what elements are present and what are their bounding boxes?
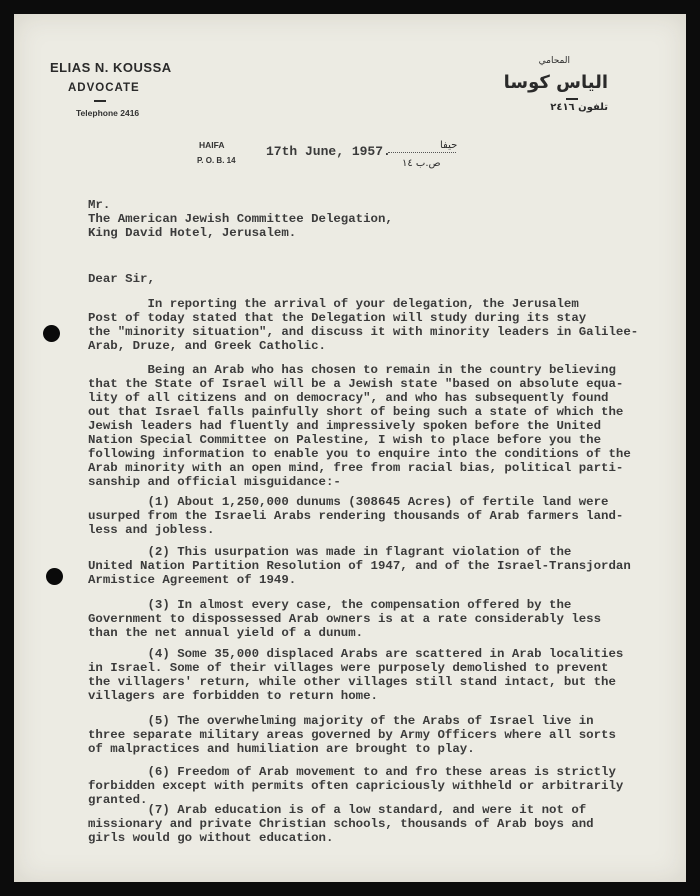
salutation: Dear Sir, <box>88 272 155 286</box>
letter-date: 17th June, 1957. <box>266 144 391 159</box>
letterhead-arabic-divider <box>566 98 578 100</box>
paragraph-context: Being an Arab who has chosen to remain in the country believing that the State of Israel will be a Jewish state "based on absolute equa- lity of all citizens and on democracy", and who has subsequently found out that Israel falls painfully short of being such a state of which the Jewish leaders had fluently and impressively spoken before the United Nation Special Committee on Palestine, I wish to place before you the following information to enable you to enquire into the conditions of the Arab minority with an open mind, free from racial bias, political parti- sanship and official misguidance:- <box>88 363 631 489</box>
letterhead-telephone: Telephone 2416 <box>76 108 140 118</box>
paragraph-point-5: (5) The overwhelming majority of the Arabs of Israel live in three separate military areas governed by Army Officers where all sorts of malpractices and humiliation are brought to play. <box>88 714 616 756</box>
address-line: The American Jewish Committee Delegation, <box>88 212 393 226</box>
paragraph-point-6: (6) Freedom of Arab movement to and fro these areas is strictly forbidden except with permits often capriciously withheld or arbitrarily granted. <box>88 765 624 807</box>
letterhead-arabic-title: المحامي <box>538 56 570 66</box>
letterhead-name: ELIAS N. KOUSSA <box>50 60 172 75</box>
paragraph-point-1: (1) About 1,250,000 dunums (308645 Acres) of fertile land were usurped from the Israeli Arabs rendering thousands of Arab farmers land- less and jobless. <box>88 495 624 537</box>
punch-hole-top <box>43 325 60 342</box>
date-dotted-line <box>388 152 456 153</box>
letterhead-arabic-name: الياس كوسا <box>503 72 608 93</box>
letterhead-arabic-telephone: تلفون ٢٤١٦ <box>550 102 608 113</box>
paragraph-point-7: (7) Arab education is of a low standard, and were it not of missionary and private Christian schools, thousands of Arab boys and girls would go without education. <box>88 803 594 845</box>
punch-hole-bottom <box>46 568 63 585</box>
letterhead-divider <box>94 100 106 102</box>
letterhead-profession: ADVOCATE <box>68 82 140 94</box>
address-line: Mr. <box>88 198 111 212</box>
letterhead-arabic-city: حيفا <box>440 140 458 151</box>
letterhead-arabic-pob: ص.ب ١٤ <box>402 158 441 169</box>
paragraph-intro: In reporting the arrival of your delegation, the Jerusalem Post of today stated that the Delegation will study during its stay the "minority situation", and discuss it with minority leaders in Galilee- Arab, Druze, and Greek Catholic. <box>88 297 639 353</box>
paragraph-point-3: (3) In almost every case, the compensation offered by the Government to dispossessed Arab owners is at a rate considerably less than the net annual yield of a dunum. <box>88 598 602 640</box>
paragraph-point-2: (2) This usurpation was made in flagrant violation of the United Nation Partition Resolution of 1947, and of the Israel-Transjordan Armistice Agreement of 1949. <box>88 545 631 587</box>
paragraph-point-4: (4) Some 35,000 displaced Arabs are scattered in Arab localities in Israel. Some of their villages were purposely demolished to prevent the villagers' return, while other villages still stand intact, but the villagers are forbidden to return home. <box>88 647 624 703</box>
letterhead-pob: P. O. B. 14 <box>197 156 236 165</box>
address-line: King David Hotel, Jerusalem. <box>88 226 297 240</box>
recipient-address <box>88 198 393 240</box>
letterhead-city: HAIFA <box>199 140 225 150</box>
